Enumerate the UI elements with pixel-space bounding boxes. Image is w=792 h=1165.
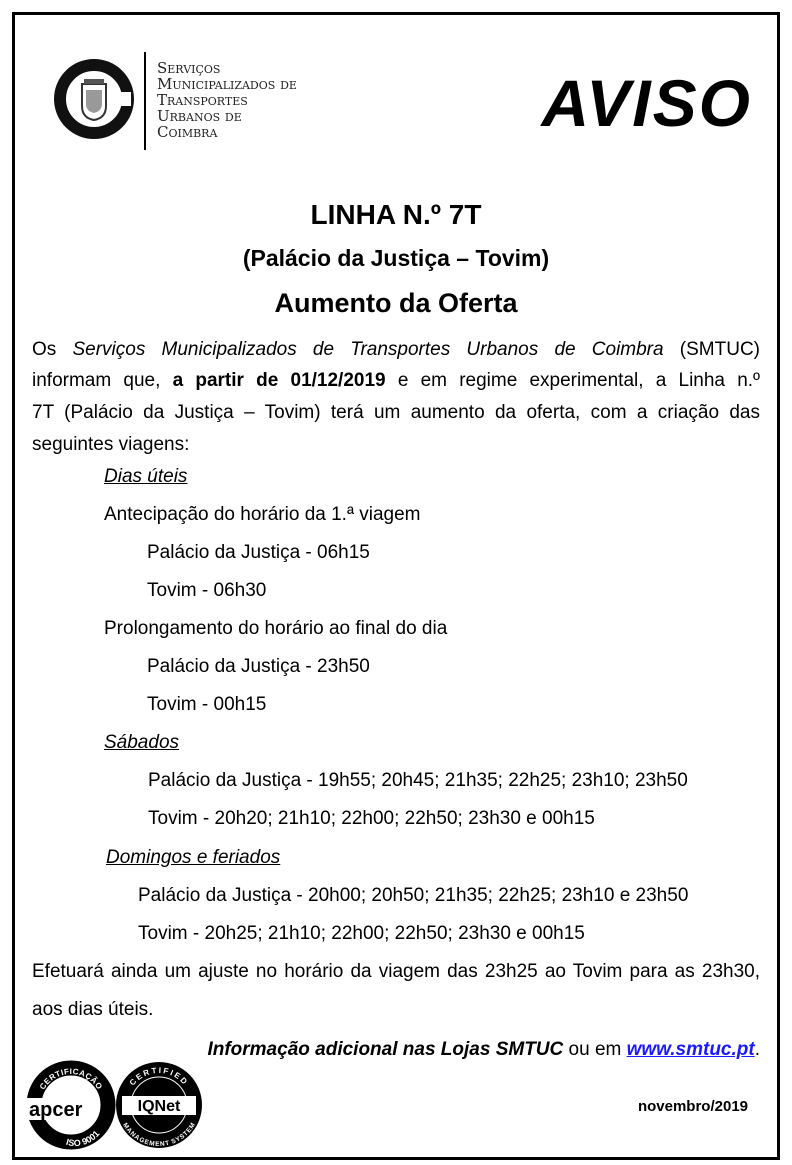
coat-of-arms-logo-icon xyxy=(53,58,135,140)
schedule-item: Tovim - 20h25; 21h10; 22h00; 22h50; 23h30 e 00h15 xyxy=(138,923,585,944)
logo-line: Transportes xyxy=(157,91,248,109)
additional-info xyxy=(207,1037,760,1063)
text: informam que, xyxy=(32,370,173,391)
website-link[interactable]: www.smtuc.pt xyxy=(626,1039,755,1060)
schedule-item: Tovim - 20h20; 21h10; 22h00; 22h50; 23h30 e 00h15 xyxy=(148,808,595,829)
notice-date: novembro/2019 xyxy=(637,1098,748,1115)
route-title: (Palácio da Justiça – Tovim) xyxy=(242,245,550,271)
intro-line-3: 7T (Palácio da Justiça – Tovim) terá um aumento da oferta, com a criação das xyxy=(32,402,760,423)
line-title: LINHA N.º 7T xyxy=(310,199,482,230)
svg-text:ISO 9001 xyxy=(65,1129,101,1149)
text: e em regime experimental, a Linha n.º xyxy=(385,370,760,391)
schedule-item: Palácio da Justiça - 06h15 xyxy=(147,542,370,563)
logo-line: Serviços xyxy=(157,59,221,77)
cert1-name: apcer xyxy=(29,1099,83,1121)
logo-divider xyxy=(144,52,146,150)
organization-name: Serviços Municipalizados de Transportes Urbanos de Coimbra xyxy=(72,339,664,360)
info-text: Informação adicional nas Lojas SMTUC xyxy=(207,1039,564,1060)
notice-heading: AVISO xyxy=(541,66,752,140)
schedule-item: Tovim - 06h30 xyxy=(147,580,267,601)
cert2-top-text: CERTIFIED xyxy=(127,1065,191,1088)
iqnet-certification-logo xyxy=(114,1060,204,1150)
schedule-item: Palácio da Justiça - 19h55; 20h45; 21h35; 22h25; 23h10; 23h50 xyxy=(148,770,688,791)
logo-line: Urbanos de xyxy=(157,107,242,125)
schedule-item: Tovim - 00h15 xyxy=(147,694,267,715)
page-border xyxy=(12,12,780,1160)
sundays-heading: Domingos e feriados xyxy=(106,847,281,868)
weekdays-last-label: Prolongamento do horário ao final do dia xyxy=(104,618,448,639)
cert2-bottom-text: MANAGEMENT SYSTEM xyxy=(121,1121,197,1149)
apcer-certification-logo xyxy=(26,1060,116,1150)
logo-line: Municipalizados de xyxy=(157,75,297,93)
schedule-item: Palácio da Justiça - 23h50 xyxy=(147,656,370,677)
text: (SMTUC) xyxy=(663,339,760,360)
cert2-name: IQNet xyxy=(137,1098,181,1115)
intro-line-2 xyxy=(32,368,760,394)
text: Os xyxy=(32,339,73,360)
start-date: a partir de 01/12/2019 xyxy=(172,370,386,391)
text: ou em xyxy=(563,1039,627,1060)
weekdays-heading: Dias úteis xyxy=(104,466,188,487)
adjust-line-2: aos dias úteis. xyxy=(32,999,154,1020)
cert1-top-text: CERTIFICAÇÃO xyxy=(37,1066,105,1092)
intro-line-1 xyxy=(32,337,760,363)
subject-title: Aumento da Oferta xyxy=(274,288,518,318)
schedule-item: Palácio da Justiça - 20h00; 20h50; 21h35; 22h25; 23h10 e 23h50 xyxy=(138,885,689,906)
saturdays-heading: Sábados xyxy=(104,732,180,753)
logo-line: Coimbra xyxy=(157,123,218,141)
organization-logo-text xyxy=(157,60,297,140)
intro-line-4: seguintes viagens: xyxy=(32,434,190,455)
cert1-bottom-text: ISO 9001 xyxy=(64,1128,102,1149)
weekdays-first-label: Antecipação do horário da 1.ª viagem xyxy=(104,504,421,525)
adjust-line-1: Efetuará ainda um ajuste no horário da viagem das 23h25 ao Tovim para as 23h30, xyxy=(32,961,760,982)
text: . xyxy=(754,1039,760,1060)
